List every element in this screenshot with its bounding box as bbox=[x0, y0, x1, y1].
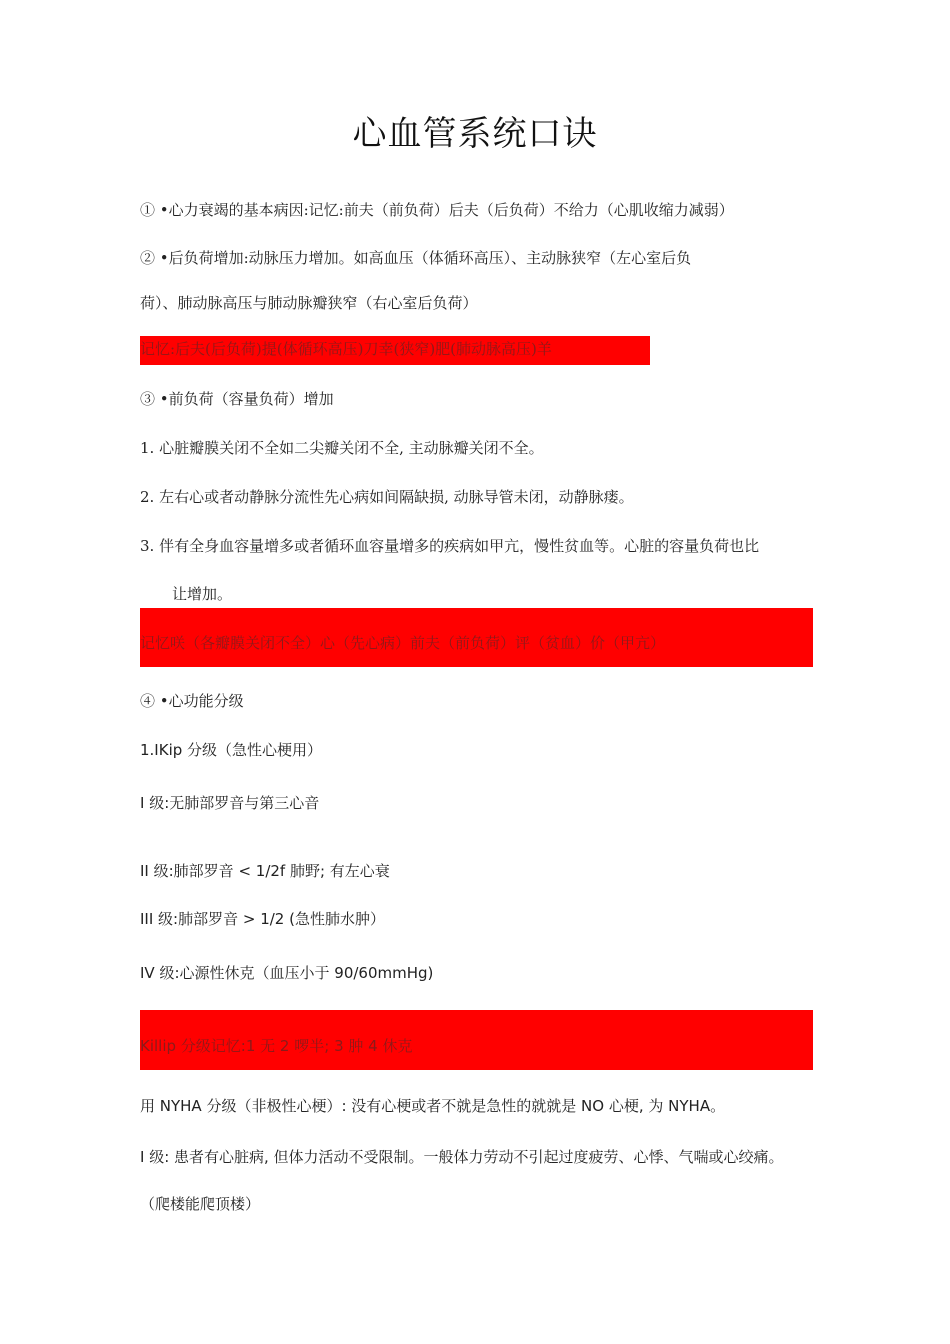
nyha-grade-1: I 级: 患者有心脏病, 但体力活动不受限制。一般体力劳动不引起过度疲劳、心悸、气喘或心绞痛。 bbox=[140, 1148, 784, 1166]
nyha-heading: 用 NYHA 分级（非极性心梗）: 没有心梗或者不就是急性的就就是 NO 心梗, 为 NYHA。 bbox=[140, 1097, 726, 1115]
page-title: 心血管系统口诀 bbox=[352, 114, 598, 154]
preload-item-2: 2. 左右心或者动静脉分流性先心病如间隔缺损, 动脉导管未闭，动静脉瘘。 bbox=[140, 488, 634, 506]
preload-line: ③ •前负荷（容量负荷）增加 bbox=[140, 390, 334, 408]
preload-item-3: 3. 伴有全身血容量增多或者循环血容量增多的疾病如甲亢，慢性贫血等。心脏的容量负荷也比 bbox=[140, 537, 760, 555]
afterload-line-2: 荷）、肺动脉高压与肺动脉瓣狭窄（右心室后负荷） bbox=[140, 294, 478, 312]
preload-item-1: 1. 心脏瓣膜关闭不全如二尖瓣关闭不全, 主动脉瓣关闭不全。 bbox=[140, 439, 544, 457]
nyha-grade-1-note: （爬楼能爬顶楼） bbox=[140, 1195, 261, 1213]
killip-grade-4: IV 级:心源性休克（血压小于 90/60mmHg) bbox=[140, 964, 434, 982]
mnemonic-text: Killip 分级记忆:1 无 2 啰半; 3 肿 4 休克 bbox=[140, 1037, 413, 1055]
killip-heading: 1.IKip 分级（急性心梗用） bbox=[140, 741, 323, 759]
mnemonic-text: 记忆:后夫(后负荷)提(体循环高压)刀幸(狭窄)肥(肺动脉高压)羊 bbox=[140, 340, 552, 358]
heart-function-heading: ④ •心功能分级 bbox=[140, 692, 244, 710]
mnemonic-highlight-afterload bbox=[140, 336, 650, 365]
killip-grade-2: II 级:肺部罗音 < 1/2f 肺野; 有左心衰 bbox=[140, 862, 390, 880]
preload-item-3-cont: 让增加。 bbox=[172, 585, 233, 603]
mnemonic-highlight-preload bbox=[140, 608, 813, 667]
mnemonic-highlight-killip bbox=[140, 1010, 813, 1070]
killip-grade-1: I 级:无肺部罗音与第三心音 bbox=[140, 794, 320, 812]
mnemonic-text: 记忆咲（各瓣膜关闭不全）心（先心病）前夫（前负荷）评（贫血）价（甲亢） bbox=[140, 634, 666, 652]
killip-grade-3: III 级:肺部罗音 > 1/2 (急性肺水肿） bbox=[140, 910, 385, 928]
afterload-line-1: ② •后负荷增加:动脉压力增加。如高血压（体循环高压）、主动脉狭窄（左心室后负 bbox=[140, 249, 692, 267]
cause-line: ① •心力衰竭的基本病因:记忆:前夫（前负荷）后夫（后负荷）不给力（心肌收缩力减弱） bbox=[140, 201, 734, 219]
